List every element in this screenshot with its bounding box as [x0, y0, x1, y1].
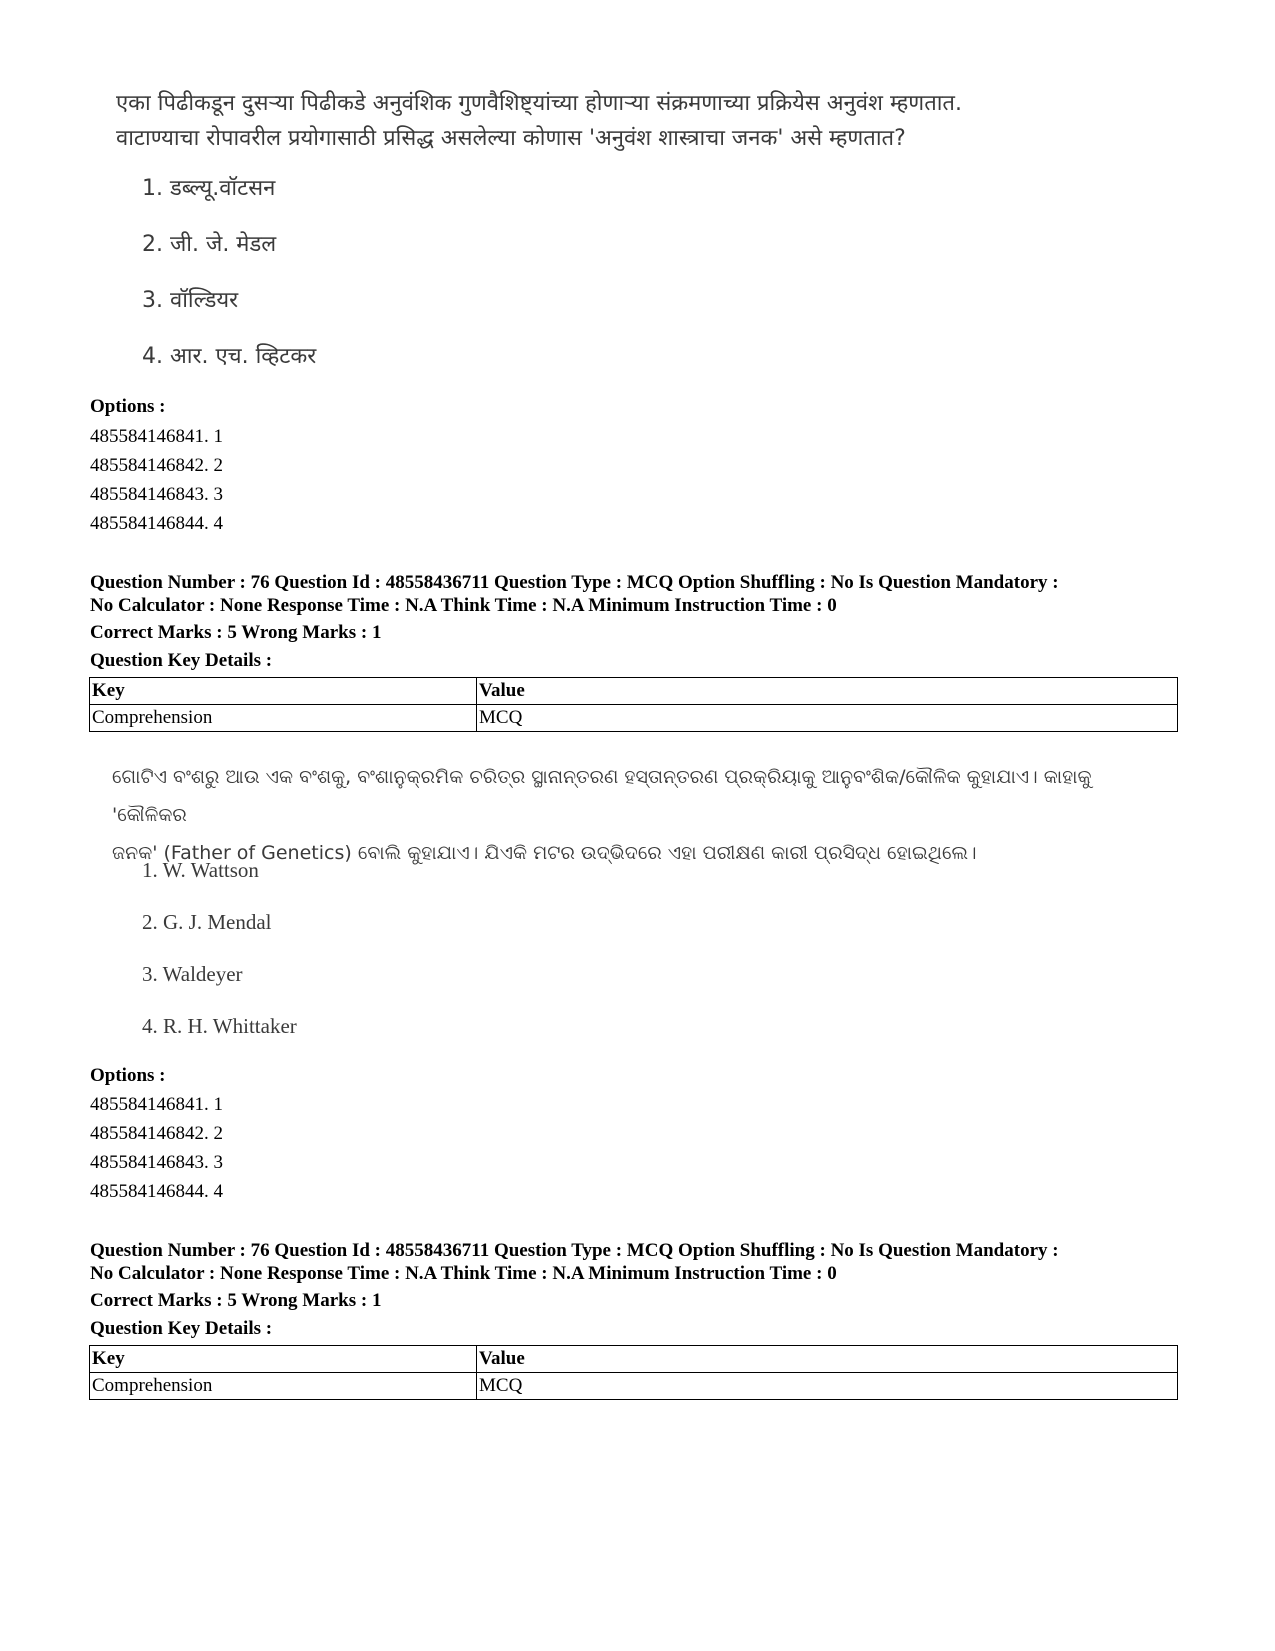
option-item: 485584146843. 3: [90, 484, 223, 505]
table-header-row: [90, 1346, 1178, 1373]
key-details-table: [89, 677, 1178, 732]
option-item: 485584146841. 1: [90, 426, 223, 447]
question-meta: [90, 1239, 1059, 1285]
marks-line: Correct Marks : 5 Wrong Marks : 1: [90, 622, 382, 643]
table-cell-value: MCQ: [477, 705, 1178, 732]
question-text-marathi: [116, 86, 1166, 156]
table-cell-key: Comprehension: [90, 705, 477, 732]
options-list: [90, 422, 223, 538]
option-item: 485584146841. 1: [90, 1094, 223, 1115]
key-details-label: Question Key Details :: [90, 1318, 273, 1339]
table-header-key: Key: [90, 678, 477, 705]
options-list: [90, 1090, 223, 1206]
option-item: 485584146842. 2: [90, 455, 223, 476]
question-meta-line: No Calculator : None Response Time : N.A Think Time : N.A Minimum Instruction Time : 0: [90, 1263, 837, 1284]
choice-1: 1. W. Wattson: [142, 858, 259, 882]
choice-3: 3. Waldeyer: [142, 962, 243, 986]
table-header-value: Value: [477, 1346, 1178, 1373]
table-header-value: Value: [477, 678, 1178, 705]
question-meta-line: No Calculator : None Response Time : N.A Think Time : N.A Minimum Instruction Time : 0: [90, 595, 837, 616]
question-line: ଜନକ' (Father of Genetics) ବୋଲି କୁହାଯାଏ। ଯିଏକି ମଟର ଉଦ୍ଭିଦରେ ଏହା ପରୀକ୍ଷଣ କାରୀ ପ୍ରସିଦ୍ଧ ହୋଇଥିଲେ।: [112, 842, 977, 864]
choice-2: 2. जी. जे. मेडल: [142, 232, 277, 257]
key-details-table: [89, 1345, 1178, 1400]
key-details-label: Question Key Details :: [90, 650, 273, 671]
option-item: 485584146844. 4: [90, 1181, 223, 1202]
table-row: [90, 1373, 1178, 1400]
choice-1: 1. डब्ल्यू.वॉटसन: [142, 176, 276, 201]
question-line: एका पिढीकडून दुसऱ्या पिढीकडे अनुवंशिक गुणवैशिष्ट्यांच्या होणाऱ्या संक्रमणाच्या प्रक्रियेस अनुवंश म्हणतात.: [116, 91, 962, 116]
option-item: 485584146843. 3: [90, 1152, 223, 1173]
option-item: 485584146842. 2: [90, 1123, 223, 1144]
table-row: [90, 705, 1178, 732]
option-item: 485584146844. 4: [90, 513, 223, 534]
choice-4: 4. R. H. Whittaker: [142, 1014, 297, 1038]
choice-3: 3. वॉल्डियर: [142, 288, 239, 313]
question-meta-line: Question Number : 76 Question Id : 48558436711 Question Type : MCQ Option Shuffling : No Is Question Mandatory :: [90, 1240, 1059, 1261]
choice-2: 2. G. J. Mendal: [142, 910, 272, 934]
table-header-key: Key: [90, 1346, 477, 1373]
question-line: ଗୋଟିଏ ବଂଶରୁ ଆଉ ଏକ ବଂଶକୁ, ବଂଶାନୁକ୍ରମିକ ଚରିତ୍ର ସ୍ଥାନାନ୍ତରଣ ହସ୍ତାନ୍ତରଣ ପ୍ରକ୍ରିୟାକୁ ଆନୁବଂଶିକ/କୌଳିକ କୁହାଯାଏ। କାହାକୁ 'କୌଳିକର: [112, 766, 1092, 826]
question-line: वाटाण्याचा रोपावरील प्रयोगासाठी प्रसिद्ध असलेल्या कोणास 'अनुवंश शास्त्राचा जनक' असे म्हणतात?: [116, 126, 906, 151]
options-label: Options :: [90, 1065, 166, 1086]
options-label: Options :: [90, 396, 166, 417]
choice-4: 4. आर. एच. व्हिटकर: [142, 344, 317, 369]
table-cell-value: MCQ: [477, 1373, 1178, 1400]
table-header-row: [90, 678, 1178, 705]
question-text-odia: [112, 758, 1172, 872]
table-cell-key: Comprehension: [90, 1373, 477, 1400]
question-meta: [90, 571, 1059, 617]
question-meta-line: Question Number : 76 Question Id : 48558436711 Question Type : MCQ Option Shuffling : No Is Question Mandatory :: [90, 572, 1059, 593]
marks-line: Correct Marks : 5 Wrong Marks : 1: [90, 1290, 382, 1311]
